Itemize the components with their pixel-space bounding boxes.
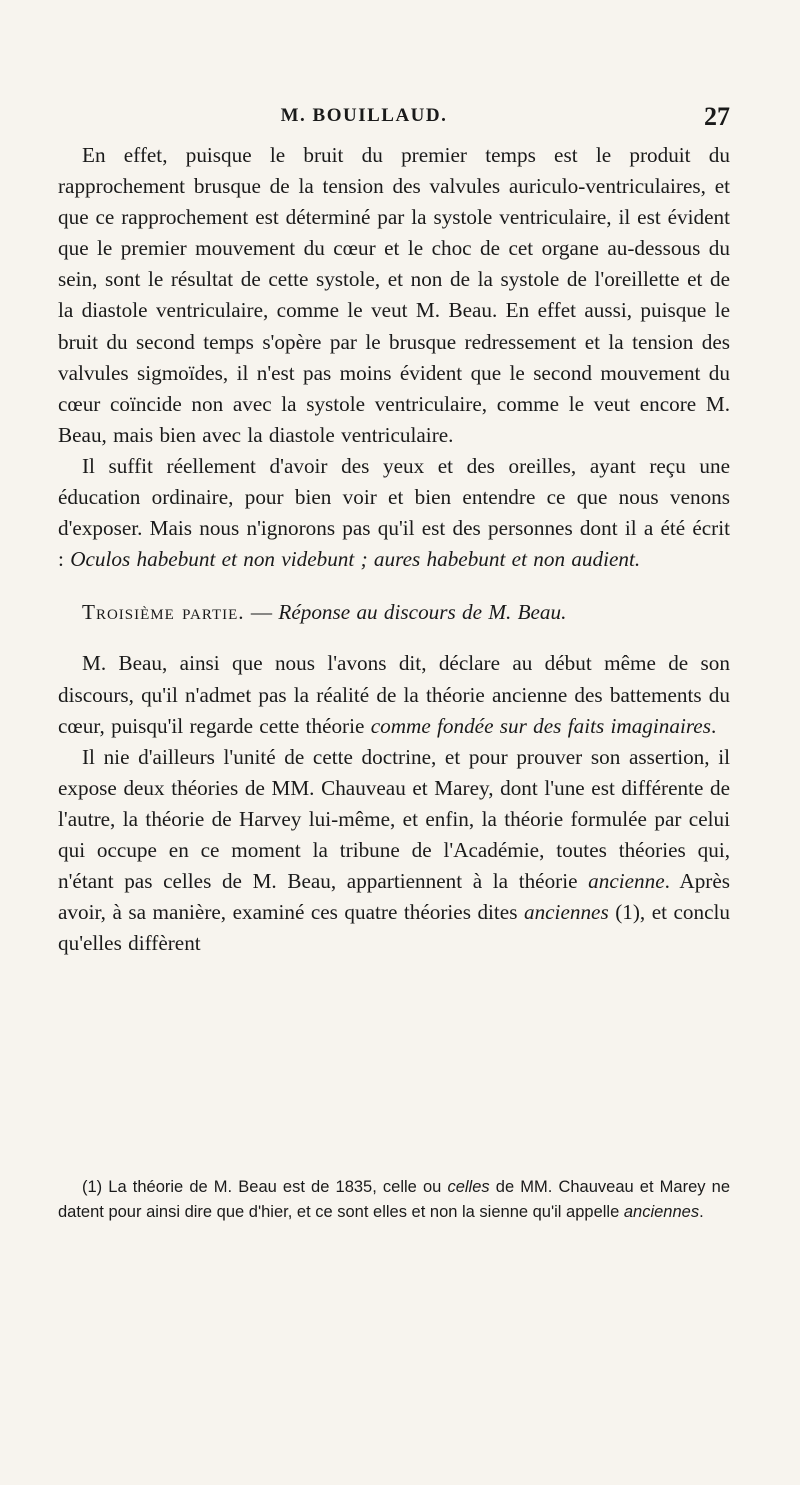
paragraph-3-text: M. Beau, ainsi que nous l'avons dit, déclare au début même de son discours, qu'il n'admet pas la réalité de la théorie ancienne des battements du cœur, puisqu'il regarde cette théorie (58, 651, 730, 738)
page-number: 27 (704, 102, 730, 131)
paragraph-4-italic-2: anciennes (523, 900, 609, 925)
paragraph-1 (58, 140, 730, 451)
footnote-italic-1: celles (447, 1178, 490, 1196)
paragraph-4-mid: . Après avoir, à sa manière, examiné ces quatre théories dites (58, 869, 730, 925)
paragraph-4-text: Il nie d'ailleurs l'unité de cette doctrine, et pour prouver son assertion, il expose deux théories de MM. Chauveau et Marey, dont l'une est différente de l'autre, la théorie de Harvey lui-même, et enfin, la théorie formulée par celui qui occupe en ce moment la tribune de l'Académie, toutes théories qui, n'étant pas celles de M. Beau, appartiennent à la théorie (58, 744, 730, 894)
paragraph-4-end: (1), et conclu qu'elles diffèrent (58, 900, 730, 956)
footnote-text: (1) La théorie de M. Beau est de 1835, celle ou (82, 1178, 448, 1196)
paragraph-3-end: . (710, 713, 717, 738)
section-title: Réponse au discours de M. Beau. (278, 600, 567, 625)
page-header (58, 102, 730, 137)
footnotes (58, 1175, 730, 1225)
section-dash: — (244, 600, 279, 625)
paragraph-4-italic-1: ancienne (588, 869, 665, 894)
paragraph-1-text: En effet, puisque le bruit du premier temps est le produit du rapprochement brusque de la tension des valvules auriculo-ventriculaires, et que ce rapprochement est déterminé par la systole ventriculaire, il est évident que le premier mouvement du cœur et le choc de cet organe au-dessous du sein, sont le résultat de cette systole, et non de la systole de l'oreillette et de la diastole ventriculaire, comme le veut M. Beau. En effet aussi, puisque le bruit du second temps s'opère par le brusque redressement et la tension des valvules sigmoïdes, il n'est pas moins évident que le second mouvement du cœur coïncide non avec la systole ventriculaire, comme le veut encore M. Beau, mais bien avec la diastole ventriculaire. (58, 143, 730, 447)
footnote-mid: de MM. Chauveau et Marey ne datent pour ainsi dire que d'hier, et ce sont elles et non la sienne qu'il appelle (58, 1178, 730, 1221)
footnote-1 (58, 1175, 730, 1225)
paragraph-2-text: Il suffit réellement d'avoir des yeux et des oreilles, ayant reçu une éducation ordinaire, pour bien voir et bien entendre ce que nous venons d'exposer. Mais nous n'ignorons pas qu'il est des personnes dont il a été écrit : (58, 453, 730, 572)
running-head: M. BOUILLAUD. (280, 105, 448, 126)
section-heading (58, 597, 730, 628)
footnote-end: . (699, 1203, 704, 1221)
paragraph-3 (58, 648, 730, 741)
body-text (58, 140, 730, 959)
paragraph-4 (58, 742, 730, 960)
footnote-italic-2: anciennes (623, 1203, 700, 1221)
paragraph-2 (58, 451, 730, 575)
paragraph-3-italic: comme fondée sur des faits imaginaires (370, 713, 711, 738)
latin-quote: Oculos habebunt et non videbunt ; aures habebunt et non audient. (70, 547, 641, 572)
section-part-label: Troisième partie. (82, 600, 245, 625)
